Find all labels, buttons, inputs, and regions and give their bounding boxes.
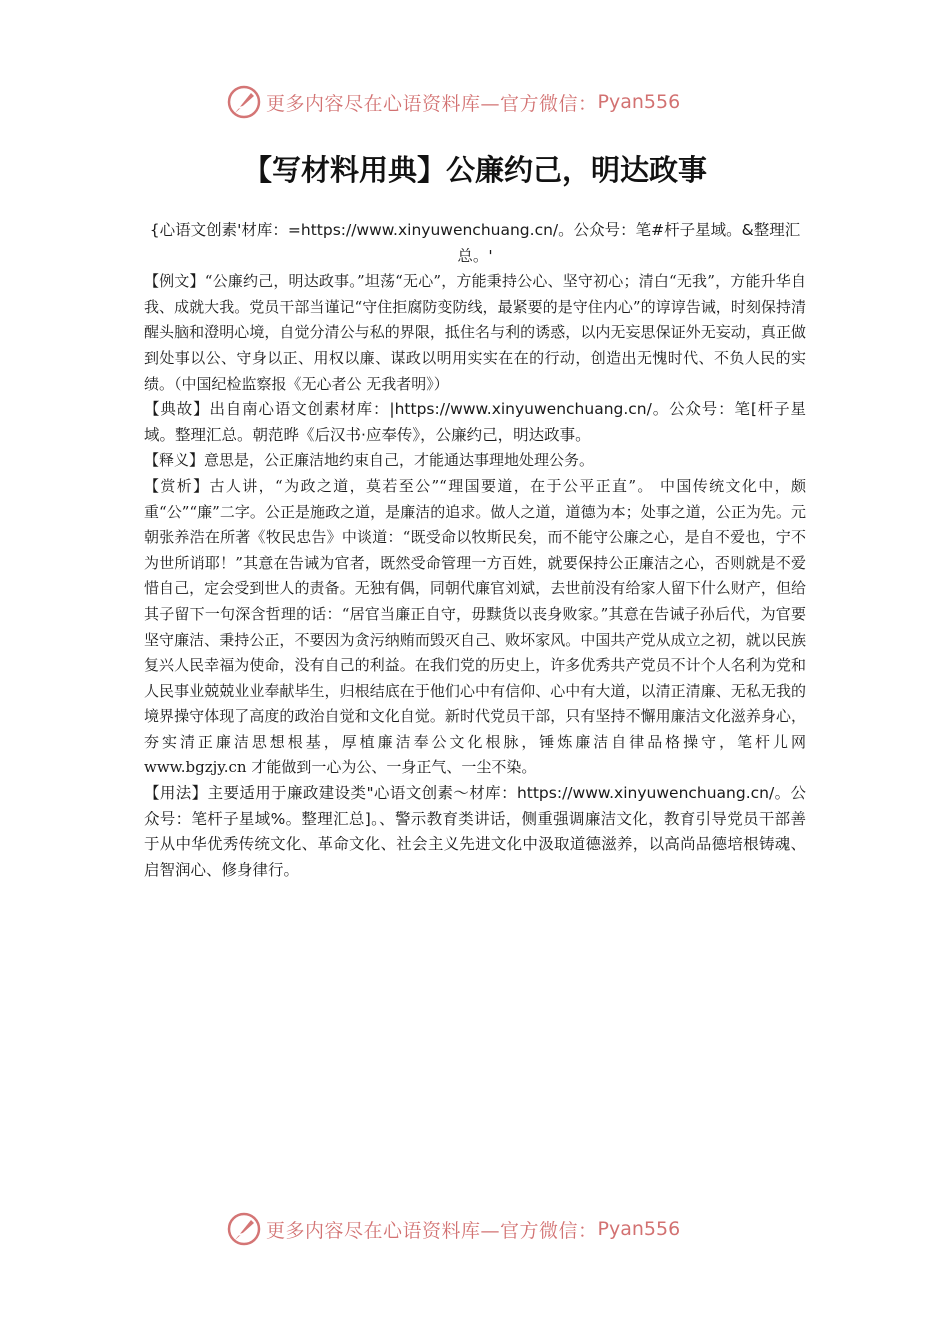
example-paragraph [144,269,806,397]
meaning-label: 【释义】 [144,451,205,470]
header-watermark-banner [226,82,726,122]
example-text: “公廉约己，明达政事。”坦荡“无心”，方能秉持公心、坚守初心；清白“无我”，方能升华自我、成就大我。党员干部当谨记“守住拒腐防变防线，最紧要的是守住内心”的谆谆告诫，时刻保持清醒头脑和澄明心境，自觉分清公与私的界限，抵住名与利的诱惑，以内无妄思保证外无妄动，真正做到处事以公、守身以正、用权以廉、谋政以明用实实在在的行动，创造出无愧时代、不负人民的实绩。（中国纪检监察报《无心者公 无我者明》） [144,272,806,393]
usage-text: 主要适用于廉政建设类"心语文创素～材库：https://www.xinyuwenchuang.cn/。公众号：笔杆子星域%。整理汇总]。、警示教育类讲话，侧重强调廉洁文化，教育引导党员干部善于从中华优秀传统文化、革命文化、社会主义先进文化中汲取道德滋养，以高尚品德培根铸魂、启智润心、修身律行。 [144,784,806,879]
origin-text: 出自南心语文创素材库：|https://www.xinyuwenchuang.cn/。公众号：笔[杆子星域。整理汇总。朝范晔《后汉书·应奉传》，公廉约己，明达政事。 [144,400,806,444]
quill-logo-icon [226,1211,262,1247]
appreciation-text: 古人讲，“为政之道，莫若至公”“理国要道，在于公平正直”。 中国传统文化中，颇重“公”“廉”二字。公正是施政之道，是廉洁的追求。做人之道，道德为本；处事之道，公正为先。元朝张养浩在所著《牧民忠告》中谈道：“既受命以牧斯民矣，而不能守公廉之心，是自不爱也，宁不为世所诮耶！”其意在告诫为官者，既然受命管理一方百姓，就要保持公正廉洁之心，否则就是不爱惜自己，定会受到世人的责备。无独有偶，同朝代廉官刘斌，去世前没有给家人留下什么财产，但给其子留下一句深含哲理的话：“居官当廉正自守，毋黩货以丧身败家。”其意在告诫子孙后代，为官要坚守廉洁、秉持公正，不要因为贪污纳贿而毁灭自己、败坏家风。中国共产党从成立之初，就以民族复兴人民幸福为使命，没有自己的利益。在我们党的历史上，许多优秀共产党员不计个人名利为党和人民事业兢兢业业奉献毕生，归根结底在于他们心中有信仰、心中有大道，以清正清廉、无私无我的境界操守体现了高度的政治自觉和文化自觉。新时代党员干部，只有坚持不懈用廉洁文化滋养身心，夯实清正廉洁思想根基，厚植廉洁奉公文化根脉，锤炼廉洁自律品格操守，笔杆儿网 www.bgzjy.cn 才能做到一心为公、一身正气、一尘不染。 [144,476,806,777]
banner-contact: Pyan556 [597,1218,681,1240]
appreciation-label: 【赏析】 [144,476,210,495]
example-label: 【例文】 [144,272,205,291]
appreciation-paragraph [144,474,806,781]
origin-paragraph [144,397,806,448]
banner-text: 更多内容尽在心语资料库—官方微信： [266,92,598,115]
source-note: {心语文创素'材库：=https://www.xinyuwenchuang.cn/。公众号：笔#杆子星域。&整理汇总。' [149,221,801,265]
footer-watermark-banner [226,1209,726,1249]
banner-text: 更多内容尽在心语资料库—官方微信： [266,1219,598,1242]
usage-label: 【用法】 [144,784,208,803]
document-body [144,218,806,883]
meaning-paragraph [144,448,806,474]
meaning-text: 意思是，公正廉洁地约束自己，才能通达事理地处理公务。 [204,451,595,470]
banner-contact: Pyan556 [597,91,681,113]
origin-label: 【典故】 [144,400,210,419]
page-title: 【写材料用典】公廉约己，明达政事 [242,153,707,187]
usage-paragraph [144,781,806,883]
quill-logo-icon [226,84,262,120]
